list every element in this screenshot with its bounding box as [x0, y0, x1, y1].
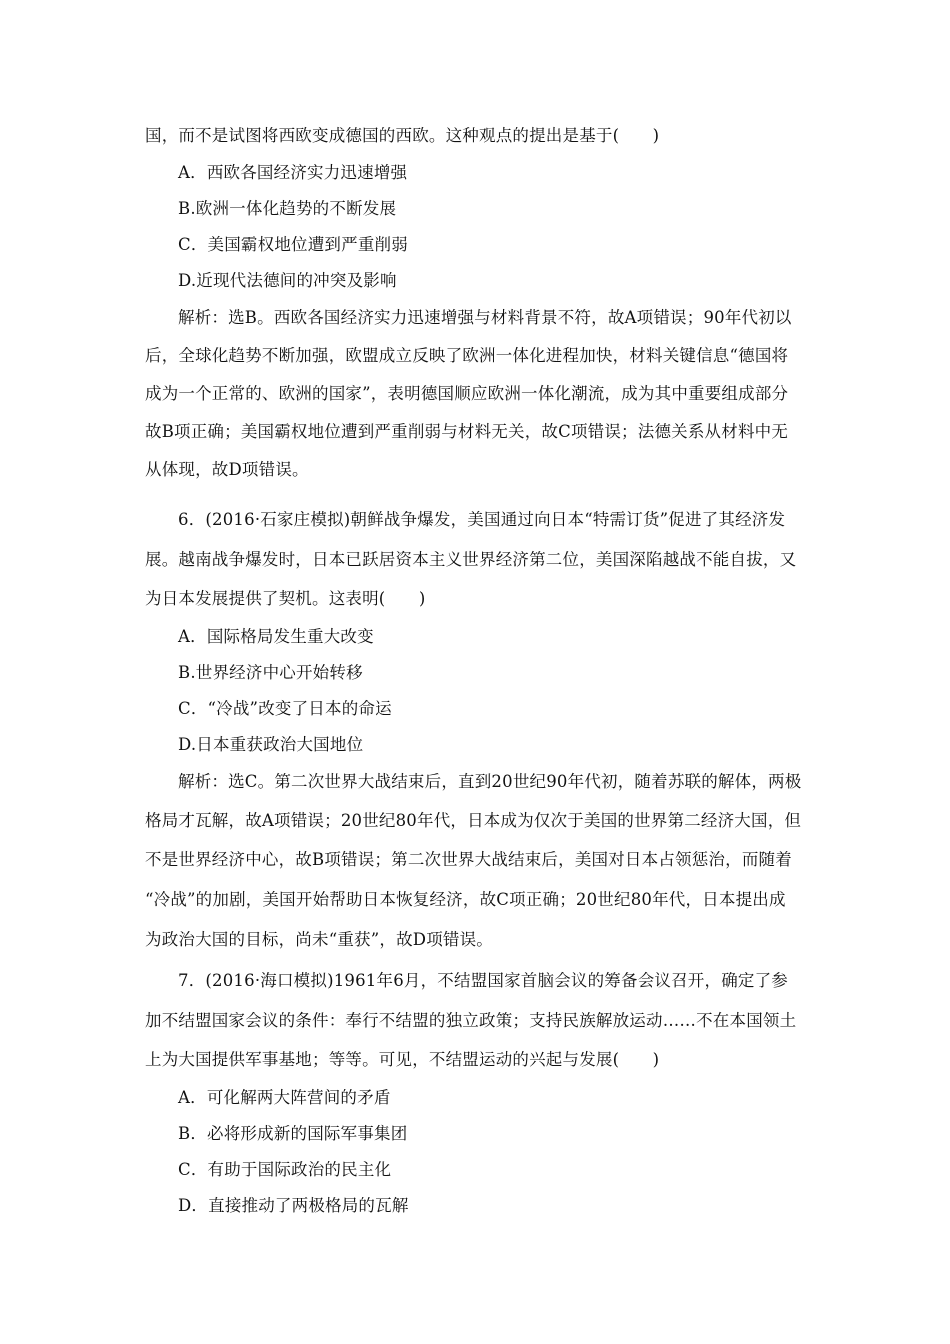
analysis-line: 后，全球化趋势不断加强，欧盟成立反映了欧洲一体化进程加快，材料关键信息“德国将 [145, 346, 789, 365]
option-b: B.欧洲一体化趋势的不断发展 [178, 199, 397, 218]
analysis-line: “冷战”的加剧，美国开始帮助日本恢复经济，故C项正确；20世纪80年代，日本提出成 [145, 890, 786, 909]
option-a: A．可化解两大阵营间的矛盾 [178, 1088, 391, 1107]
option-a: A．国际格局发生重大改变 [178, 627, 374, 646]
analysis-line: 故B项正确；美国霸权地位遭到严重削弱与材料无关，故C项错误；法德关系从材料中无 [145, 422, 789, 441]
option-a: A．西欧各国经济实力迅速增强 [178, 163, 408, 182]
question-7-line: 7．(2016·海口模拟)1961年6月，不结盟国家首脑会议的筹备会议召开，确定了参 [178, 971, 788, 990]
paragraph-line: 国，而不是试图将西欧变成德国的西欧。这种观点的提出是基于( ) [145, 126, 660, 145]
question-6-line: 为日本发展提供了契机。这表明( ) [145, 589, 426, 608]
question-6-line: 展。越南战争爆发时，日本已跃居资本主义世界经济第二位，美国深陷越战不能自拔，又 [145, 550, 797, 569]
analysis-line: 成为一个正常的、欧洲的国家”，表明德国顺应欧洲一体化潮流，成为其中重要组成部分 [145, 384, 789, 403]
option-d: D.近现代法德间的冲突及影响 [178, 271, 397, 290]
analysis-line: 格局才瓦解，故A项错误；20世纪80年代，日本成为仅次于美国的世界第二经济大国，但 [145, 811, 802, 830]
analysis-line: 不是世界经济中心，故B项错误；第二次世界大战结束后，美国对日本占领惩治，而随着 [145, 850, 792, 869]
option-d: D.日本重获政治大国地位 [178, 735, 364, 754]
option-b: B．必将形成新的国际军事集团 [178, 1124, 408, 1143]
option-d: D．直接推动了两极格局的瓦解 [178, 1196, 409, 1215]
question-7-line: 上为大国提供军事基地；等等。可见，不结盟运动的兴起与发展( ) [145, 1050, 660, 1069]
question-6-line: 6．(2016·石家庄模拟)朝鲜战争爆发，美国通过向日本“特需订货”促进了其经济发 [178, 510, 786, 529]
analysis-line: 解析：选C。第二次世界大战结束后，直到20世纪90年代初，随着苏联的解体，两极 [178, 772, 802, 791]
option-b: B.世界经济中心开始转移 [178, 663, 363, 682]
option-c: C．美国霸权地位遭到严重削弱 [178, 235, 408, 254]
analysis-line: 从体现，故D项错误。 [145, 460, 309, 479]
analysis-line: 解析：选B。西欧各国经济实力迅速增强与材料背景不符，故A项错误；90年代初以 [178, 308, 792, 327]
option-c: C．有助于国际政治的民主化 [178, 1160, 392, 1179]
analysis-line: 为政治大国的目标，尚未“重获”，故D项错误。 [145, 930, 493, 949]
option-c: C．“冷战”改变了日本的命运 [178, 699, 392, 718]
question-7-line: 加不结盟国家会议的条件：奉行不结盟的独立政策；支持民族解放运动……不在本国领土 [145, 1011, 797, 1030]
